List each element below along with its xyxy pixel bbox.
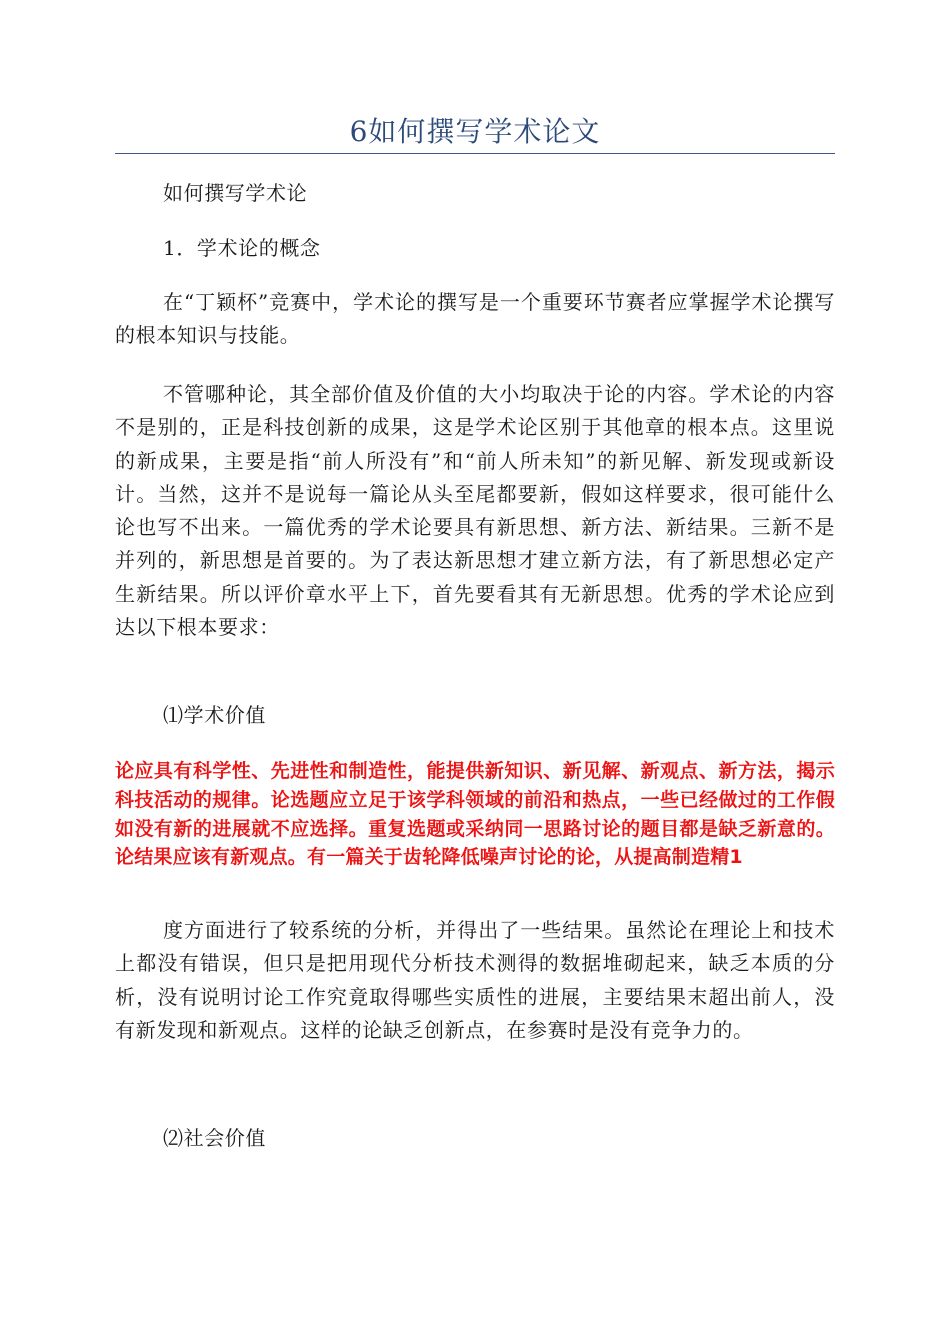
subsection-heading-social-value: ⑵社会价值 [163,1126,266,1150]
paragraph-content-value: 不管哪种论，其全部价值及价值的大小均取决于论的内容。学术论的内容不是别的，正是科技创新的成果，这是学术论区别于其他章的根本点。这里说的新成果，主要是指“前人所没有”和“前人所未知”的新见解、新发现或新设计。当然，这并不是说每一篇论从头至尾都要新，假如这样要求，很可能什么论也写不出来。一篇优秀的学术论要具有新思想、新方法、新结果。三新不是并列的，新思想是首要的。为了表达新思想才建立新方法，有了新思想必定产生新结果。所以评价章水平上下，首先要看其有无新思想。优秀的学术论应到达以下根本要求： [115,382,835,640]
document-title: 6如何撰写学术论文 [349,115,601,148]
highlighted-paragraph: 论应具有科学性、先进性和制造性，能提供新知识、新见解、新观点、新方法，揭示科技活动的规律。论选题应立足于该学科领域的前沿和热点，一些已经做过的工作假如没有新的进展就不应选择。重复选题或采纳同一思路讨论的题目都是缺乏新意的。论结果应该有新观点。有一篇关于齿轮降低噪声讨论的论，从提高制造精1 [115,760,835,869]
paragraph-competition: 在“丁颖杯”竞赛中，学术论的撰写是一个重要环节赛者应掌握学术论撰写的根本知识与技能。 [115,290,835,348]
paragraph-gear-example: 度方面进行了较系统的分析，并得出了一些结果。虽然论在理论上和技术上都没有错误，但只是把用现代分析技术测得的数据堆砌起来，缺乏本质的分析，没有说明讨论工作究竟取得哪些实质性的进展，主要结果末超出前人，没有新发现和新观点。这样的论缺乏创新点，在参赛时是没有竞争力的。 [115,918,835,1042]
section-heading-concept: 1．学术论的概念 [163,236,321,260]
document-heading: 如何撰写学术论 [163,181,308,205]
subsection-heading-academic-value: ⑴学术价值 [163,703,266,727]
title-underline [115,153,835,154]
